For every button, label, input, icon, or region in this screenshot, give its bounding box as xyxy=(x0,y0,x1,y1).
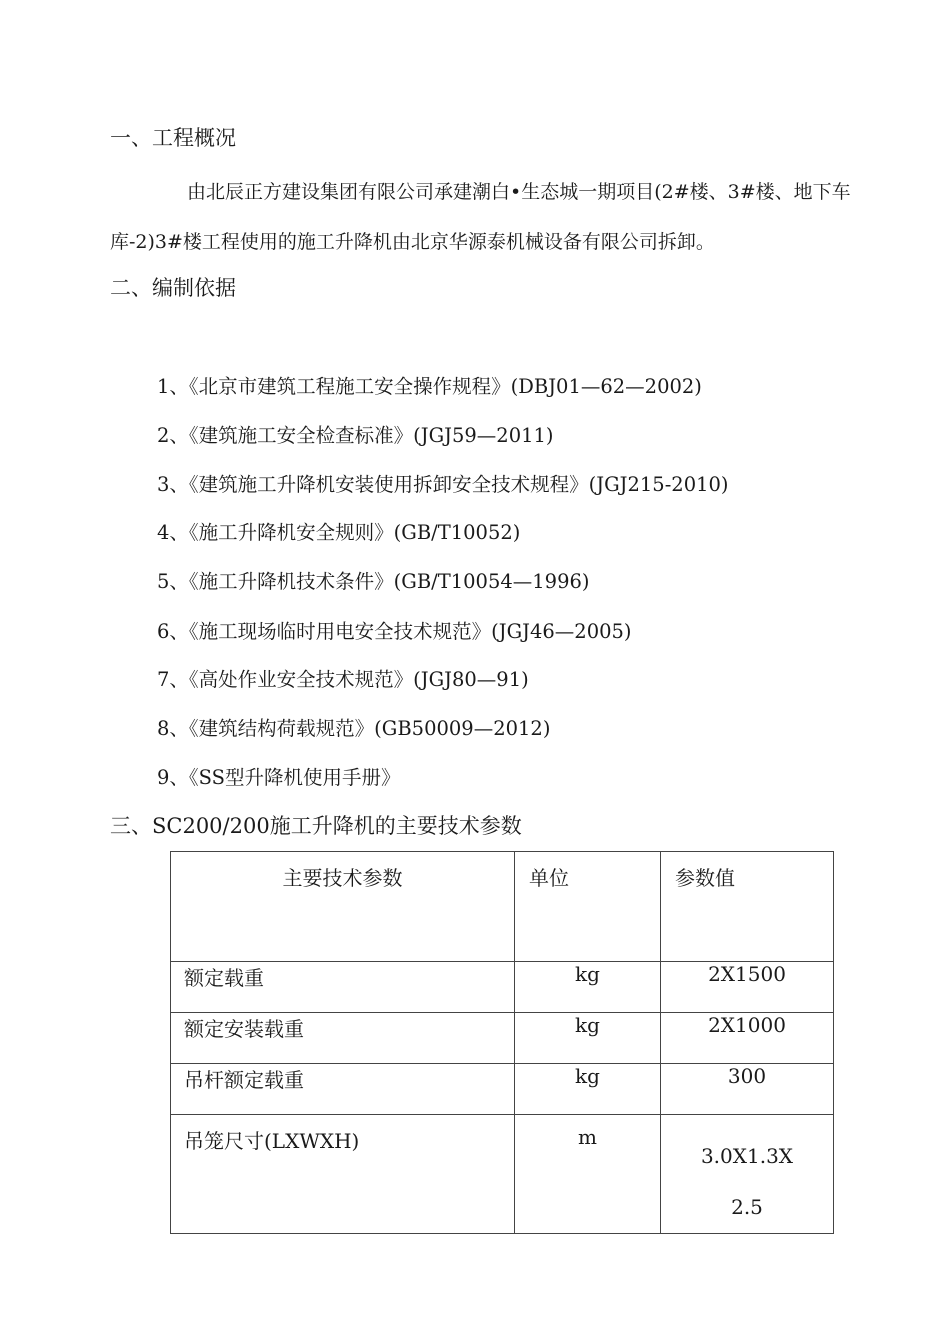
cell-value-line: 2.5 xyxy=(731,1195,763,1219)
cell-value: 300 xyxy=(661,1064,834,1115)
cell-value: 2X1000 xyxy=(661,1013,834,1064)
cell-value-line: 3.0X1.3X xyxy=(700,1144,794,1168)
section-heading-parameters: 三、SC200/200施工升降机的主要技术参数 xyxy=(110,814,522,838)
cell-value: 2X1500 xyxy=(661,962,834,1013)
table-row xyxy=(171,1064,834,1115)
reference-item: 8、《建筑结构荷载规范》(GB50009—2012) xyxy=(157,717,551,740)
cell-unit: kg xyxy=(515,1013,661,1064)
reference-item: 6、《施工现场临时用电安全技术规范》(JGJ46—2005) xyxy=(157,620,632,643)
reference-item: 1、《北京市建筑工程施工安全操作规程》(DBJ01—62—2002) xyxy=(157,375,702,398)
header-unit: 单位 xyxy=(515,852,661,962)
overview-paragraph-line-2: 库-2)3#楼工程使用的施工升降机由北京华源泰机械设备有限公司拆卸。 xyxy=(110,231,715,253)
reference-item: 9、《SS型升降机使用手册》 xyxy=(157,766,401,789)
header-parameter: 主要技术参数 xyxy=(171,852,515,962)
cell-value xyxy=(661,1115,834,1234)
overview-paragraph-line-1: 由北辰正方建设集团有限公司承建潮白•生态城一期项目(2#楼、3#楼、地下车 xyxy=(187,181,851,203)
cell-parameter: 吊笼尺寸(LXWXH) xyxy=(171,1115,515,1234)
cell-unit: kg xyxy=(515,1064,661,1115)
section-heading-overview: 一、工程概况 xyxy=(110,126,236,150)
cell-parameter: 吊杆额定载重 xyxy=(171,1064,515,1115)
reference-item: 4、《施工升降机安全规则》(GB/T10052) xyxy=(157,521,521,544)
table-row xyxy=(171,1013,834,1064)
reference-item: 7、《高处作业安全技术规范》(JGJ80—91) xyxy=(157,668,529,691)
cell-unit: m xyxy=(515,1115,661,1234)
table-row xyxy=(171,1115,834,1234)
reference-item: 3、《建筑施工升降机安装使用拆卸安全技术规程》(JGJ215-2010) xyxy=(157,473,729,496)
cell-parameter: 额定载重 xyxy=(171,962,515,1013)
reference-item: 2、《建筑施工安全检查标准》(JGJ59—2011) xyxy=(157,424,554,447)
table-header-row xyxy=(171,852,834,962)
header-value: 参数值 xyxy=(661,852,834,962)
cell-parameter: 额定安装载重 xyxy=(171,1013,515,1064)
cell-unit: kg xyxy=(515,962,661,1013)
reference-item: 5、《施工升降机技术条件》(GB/T10054—1996) xyxy=(157,570,590,593)
table-row xyxy=(171,962,834,1013)
section-heading-basis: 二、编制依据 xyxy=(110,276,236,300)
parameters-table xyxy=(170,851,834,1234)
